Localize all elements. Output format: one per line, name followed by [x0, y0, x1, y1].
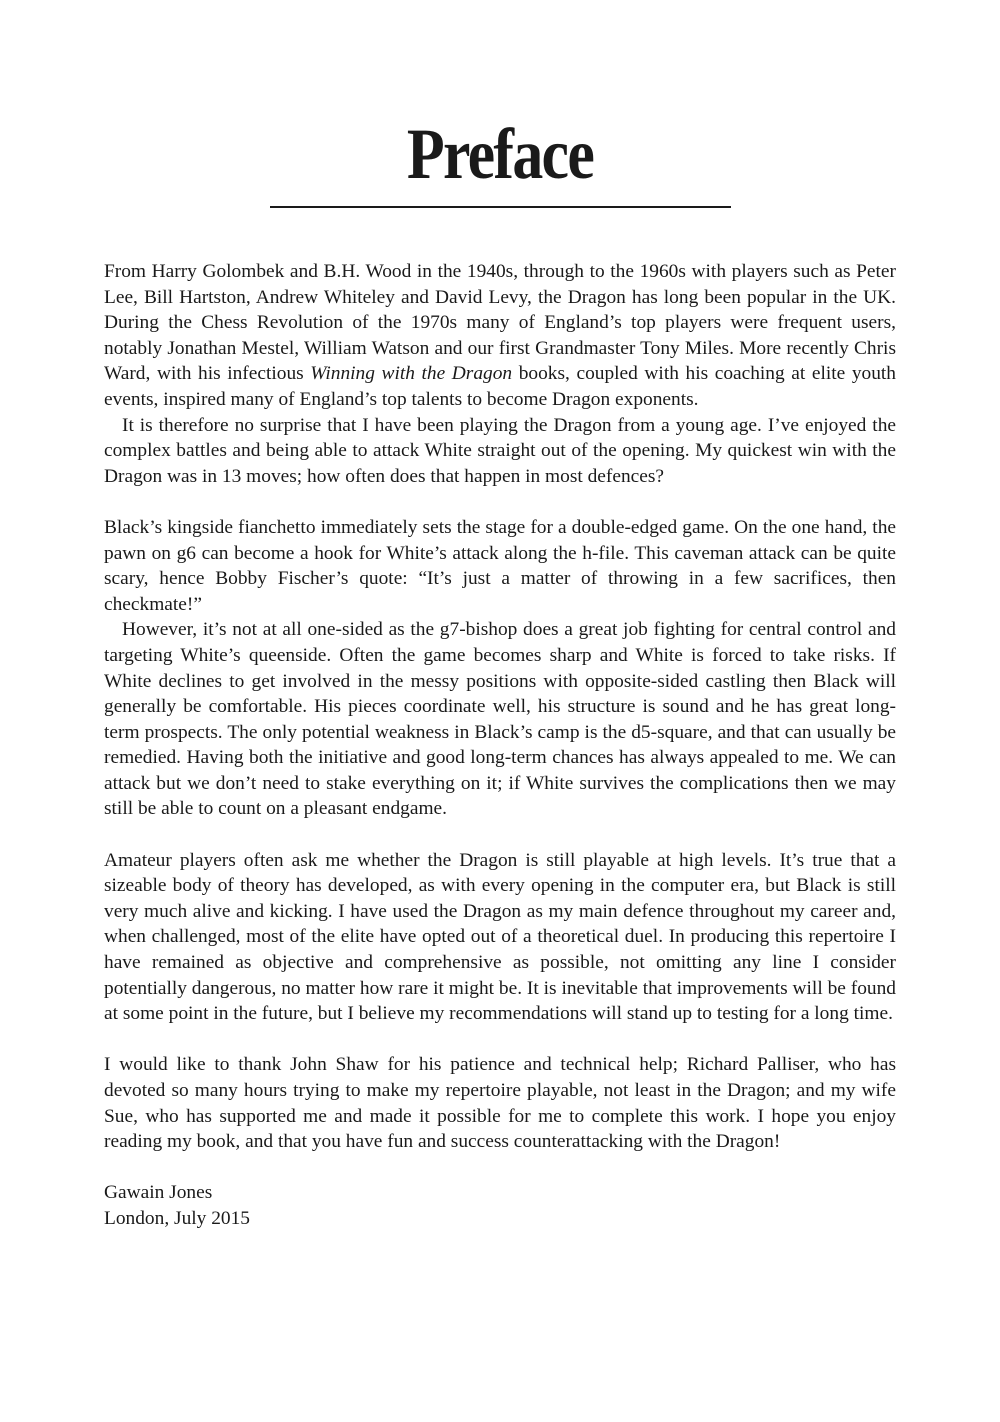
- paragraph-1: [104, 259, 896, 413]
- author-name: Gawain Jones: [104, 1182, 213, 1204]
- paragraph-2: It is therefore no surprise that I have been playing the Dragon from a young age. I’ve enjoyed the complex battles and being able to attack White straight out of the opening. My quickest win with the Dragon was in 13 moves; how often does that happen in most defences?: [104, 414, 896, 487]
- signoff: [104, 1180, 896, 1231]
- paragraph-6: I would like to thank John Shaw for his patience and technical help; Richard Palliser, who has devoted so many hours trying to make my repertoire playable, not least in the Dragon; and my wife Sue, who has supported me and made it possible for me to complete this work. I hope you enjoy reading my book, and that you have fun and success counterattacking with the Dragon!: [104, 1054, 896, 1153]
- book-title-italic: Winning with the Dragon: [310, 363, 513, 385]
- paragraph-3: Black’s kingside fianchetto immediately sets the stage for a double-edged game. On the one hand, the pawn on g6 can become a hook for White’s attack along the h-file. This caveman attack can be quite scary, hence Bobby Fischer’s quote: “It’s just a matter of throwing in a few sacrifices, then checkmate!”: [104, 516, 896, 615]
- title-underline: [270, 206, 731, 208]
- page-title: Preface: [406, 114, 594, 194]
- paragraph-5: Amateur players often ask me whether the Dragon is still playable at high levels. It’s true that a sizeable body of theory has developed, as with every opening in the computer era, but Black is still very much alive and kicking. I have used the Dragon as my main defence throughout my career and, when challenged, most of the elite have opted out of a theoretical duel. In producing this repertoire I have remained as objective and comprehensive as possible, not omitting any line I consider potentially dangerous, no matter how rare it might be. It is inevitable that improvements will be found at some point in the future, but I believe my recommendations will stand up to testing for a long time.: [104, 849, 896, 1025]
- preface-body: [104, 259, 896, 1232]
- place-date: London, July 2015: [104, 1207, 250, 1229]
- paragraph-1-text-b: books, coupled with his coaching at elite youth events, inspired many of England’s top talents to become Dragon exponents.: [104, 363, 896, 410]
- paragraph-4: However, it’s not at all one-sided as the g7-bishop does a great job fighting for central control and targeting White’s queenside. Often the game becomes sharp and White is forced to take risks. If White declines to get involved in the messy positions with opposite-sided castling then Black will generally be comfortable. His pieces coordinate well, his structure is sound and he has great long-term prospects. The only potential weakness in Black’s camp is the d5-square, and that can usually be remedied. Having both the initiative and good long-term chances has always appealed to me. We can attack but we don’t need to stake everything on it; if White survives the complications then we may still be able to count on a pleasant endgame.: [104, 619, 896, 820]
- paragraph-1-text-a: From Harry Golombek and B.H. Wood in the 1940s, through to the 1960s with players such as Peter Lee, Bill Hartston, Andrew Whiteley and David Levy, the Dragon has long been popular in the UK. During the Chess Revolution of the 1970s many of England’s top players were frequent users, notably Jonathan Mestel, William Watson and our first Grandmaster Tony Miles. More recently Chris Ward, with his infectious: [104, 261, 896, 385]
